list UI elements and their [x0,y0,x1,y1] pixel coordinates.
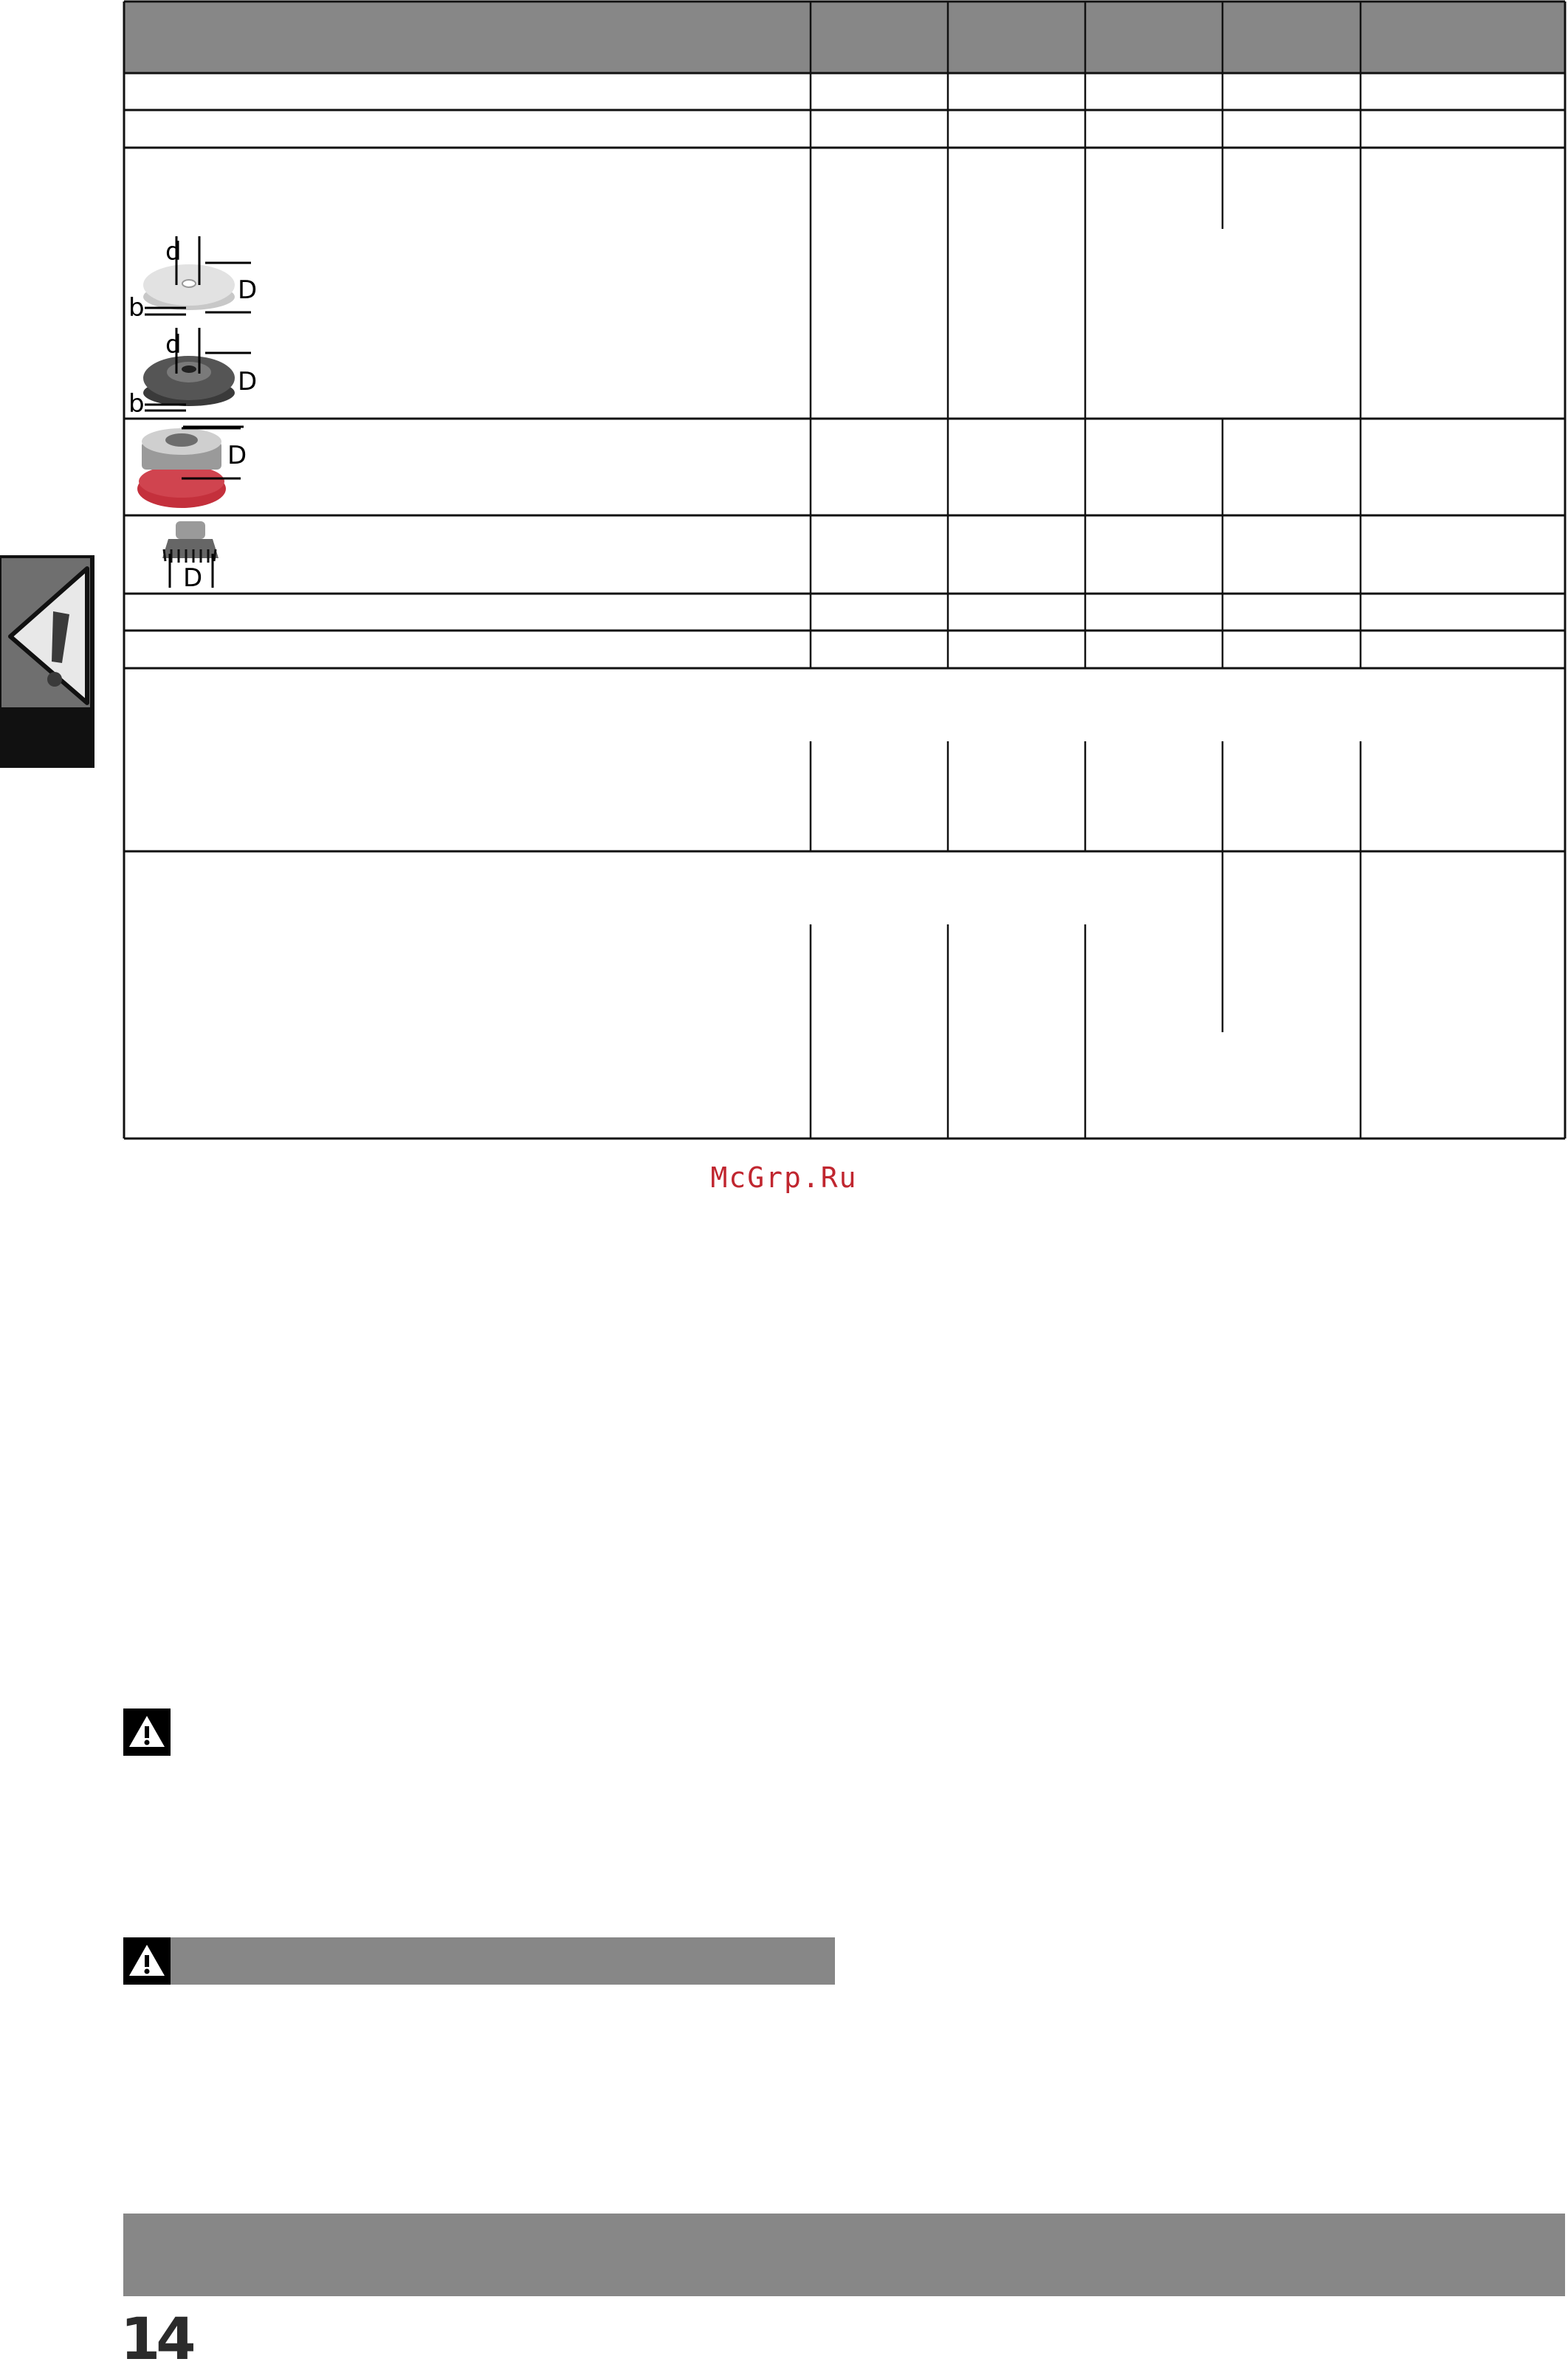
depressed-center-disc-icon [128,328,257,427]
table-row-lines [124,73,1565,851]
dim-label-d: d [165,237,182,267]
dim-label-D: D [238,367,258,396]
specification-table [0,0,1568,1152]
flat-grinding-disc-icon [128,236,257,323]
warning-triangle-icon [123,1937,171,1985]
sanding-disc-on-backing-pad-icon [137,428,247,508]
dim-label-d: d [165,330,182,360]
watermark: McGrp.Ru [710,1161,858,1194]
page-number: 14 [120,2307,192,2373]
dim-label-D: D [227,441,247,470]
cup-wire-brush-icon [162,521,219,593]
dim-label-D: D [238,275,258,305]
dim-label-b: b [128,293,145,323]
table-header-row [124,1,1565,73]
footer-bar [123,2214,1565,2296]
warning-heading-bar [171,1937,835,1985]
warning-exclamation-icon [0,555,94,768]
table-column-lines [811,1,1361,1139]
dim-label-b: b [128,389,145,419]
dim-label-D: D [183,563,203,593]
table-frame [124,1,1565,1139]
warning-triangle-icon [123,1709,171,1756]
